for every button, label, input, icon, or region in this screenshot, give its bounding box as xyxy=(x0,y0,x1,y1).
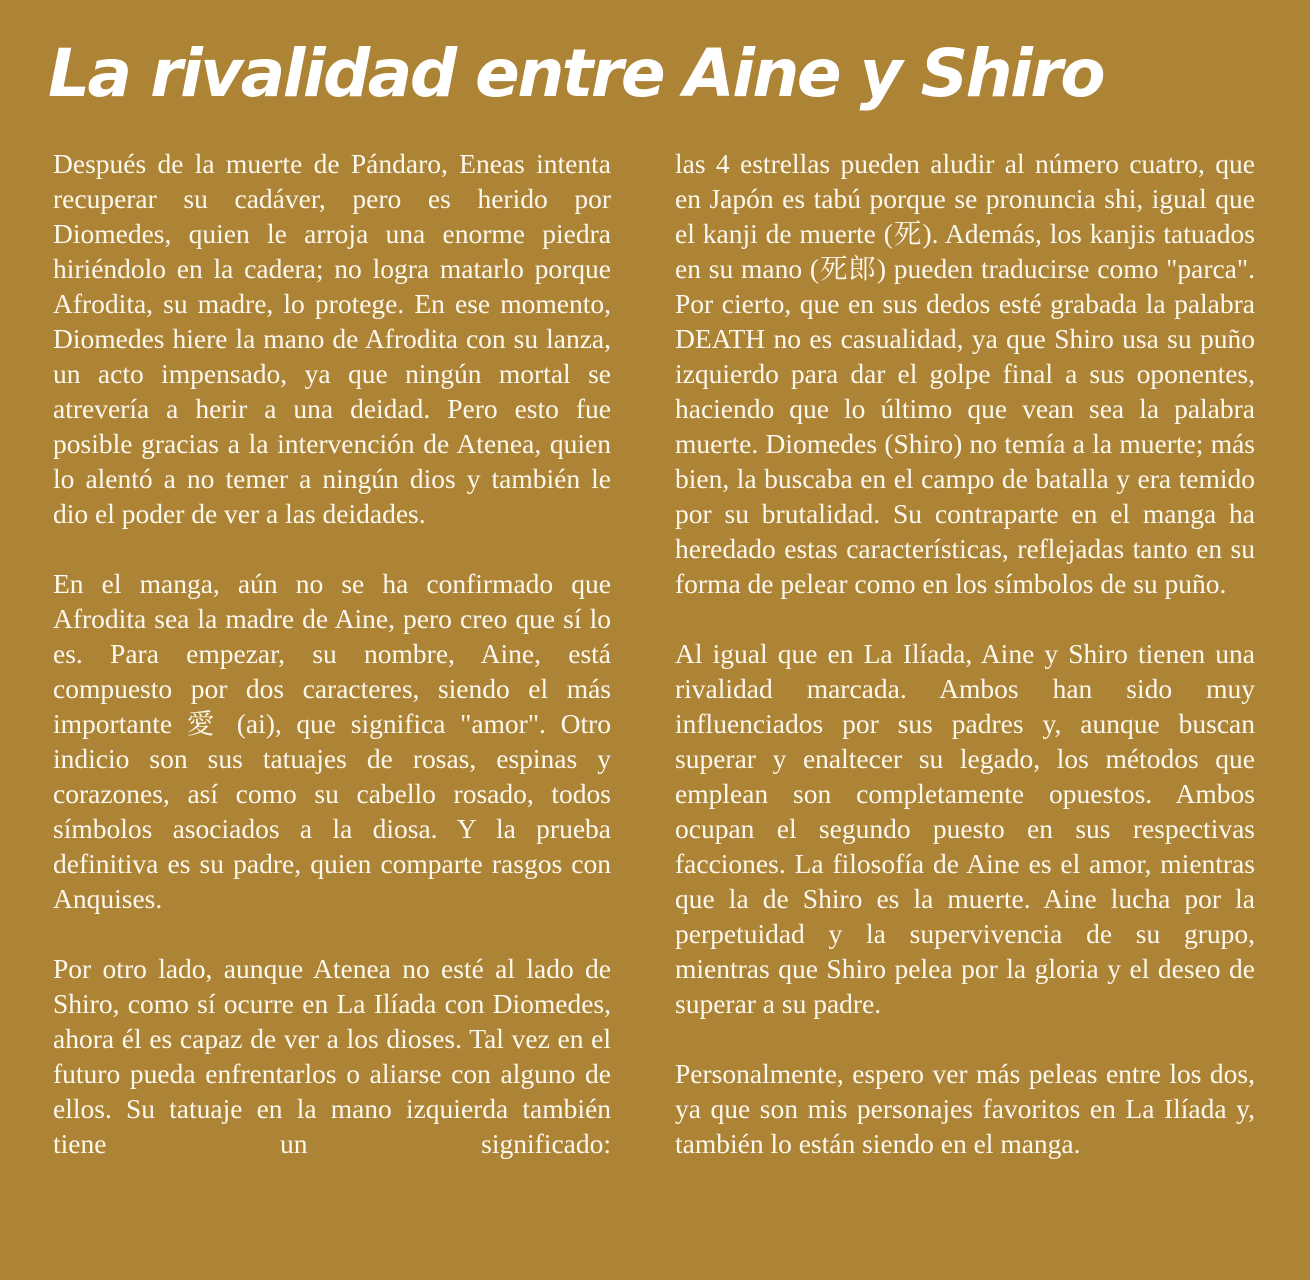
left-column xyxy=(53,146,611,1161)
right-column xyxy=(675,146,1255,1161)
page-title: La rivalidad entre Aine y Shiro xyxy=(48,35,1104,112)
left-paragraph-2: En el manga, aún no se ha confirmado que Afrodita sea la madre de Aine, pero creo que sí lo es. Para empezar, su nombre, Aine, está compuesto por dos caracteres, siendo el más importante 愛 (ai), que significa "amor". Otro indicio son sus tatuajes de rosas, espinas y corazones, así como su cabello rosado, todos símbolos asociados a la diosa. Y la prueba definitiva es su padre, quien comparte rasgos con Anquises. xyxy=(53,568,611,914)
right-paragraph-2: Al igual que en La Ilíada, Aine y Shiro tienen una rivalidad marcada. Ambos han sido muy influenciados por sus padres y, aunque buscan superar y enaltecer su legado, los métodos que emplean son completamente opuestos. Ambos ocupan el segundo puesto en sus respectivas facciones. La filosofía de Aine es el amor, mientras que la de Shiro es la muerte. Aine lucha por la perpetuidad y la supervivencia de su grupo, mientras que Shiro pelea por la gloria y el deseo de superar a su padre. xyxy=(675,638,1255,1019)
right-paragraph-1: las 4 estrellas pueden aludir al número cuatro, que en Japón es tabú porque se pronuncia shi, igual que el kanji de muerte (死). Además, los kanjis tatuados en su mano (死郎) pueden traducirse como "parca". Por cierto, que en sus dedos esté grabada la palabra DEATH no es casualidad, ya que Shiro usa su puño izquierdo para dar el golpe final a sus oponentes, haciendo que lo último que vean sea la palabra muerte. Diomedes (Shiro) no temía a la muerte; más bien, la buscaba en el campo de batalla y era temido por su brutalidad. Su contraparte en el manga ha heredado estas características, reflejadas tanto en su forma de pelear como en los símbolos de su puño. xyxy=(675,148,1255,599)
left-paragraph-3: Por otro lado, aunque Atenea no esté al lado de Shiro, como sí ocurre en La Ilíada con Diomedes, ahora él es capaz de ver a los dioses. Tal vez en el futuro pueda enfrentarlos o aliarse con alguno de ellos. Su tatuaje en la mano izquierda también tiene un significado: xyxy=(53,953,611,1159)
right-paragraph-3: Personalmente, espero ver más peleas entre los dos, ya que son mis personajes favoritos en La Ilíada y, también lo están siendo en el manga. xyxy=(675,1058,1255,1159)
left-paragraph-1: Después de la muerte de Pándaro, Eneas intenta recuperar su cadáver, pero es herido por Diomedes, quien le arroja una enorme piedra hiriéndolo en la cadera; no logra matarlo porque Afrodita, su madre, lo protege. En ese momento, Diomedes hiere la mano de Afrodita con su lanza, un acto impensado, ya que ningún mortal se atrevería a herir a una deidad. Pero esto fue posible gracias a la intervención de Atenea, quien lo alentó a no temer a ningún dios y también le dio el poder de ver a las deidades. xyxy=(53,148,611,529)
